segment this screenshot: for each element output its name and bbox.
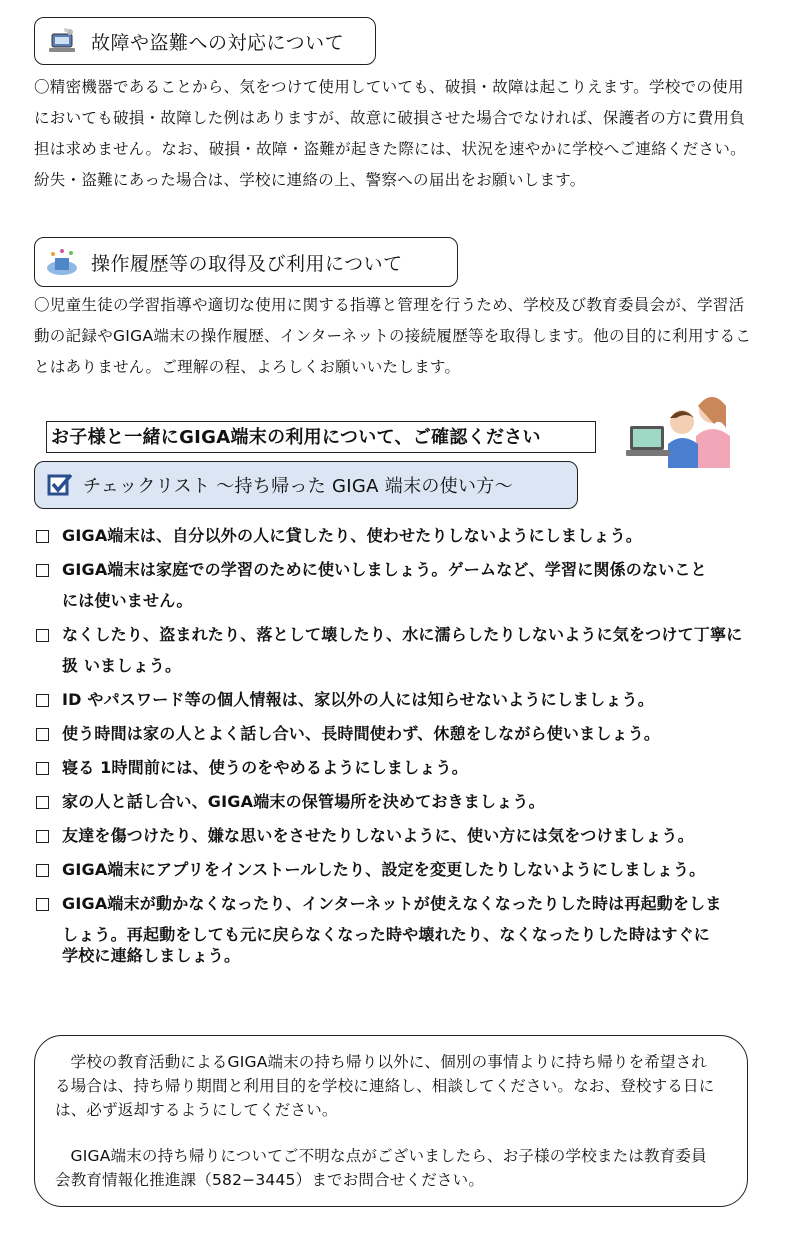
checklist-heading-text: チェックリスト ～持ち帰った GIGA 端末の使い方～ <box>83 476 513 497</box>
checkbox[interactable] <box>36 762 49 775</box>
notice-paragraph: 学校の教育活動によるGIGA端末の持ち帰り以外に、個別の事情よりに持ち帰りを希望される場合は、持ち帰り期間と利用目的を学校に連絡し、相談してください。なお、登校する日には、必ず返却するようにしてください。 <box>55 1053 715 1119</box>
checkbox[interactable] <box>36 530 49 543</box>
checkbox[interactable] <box>36 898 49 911</box>
checklist-item[interactable]: GIGA端末は家庭での学習のために使いしましょう。ゲームなど、学習に関係のないこと には使いません。 <box>34 546 764 611</box>
broken-computer-icon <box>45 27 79 55</box>
checklist-item[interactable]: GIGA端末にアプリをインストールしたり、設定を変更したりしないようにしましょう。 <box>34 846 764 880</box>
section-heading-breakdown <box>34 17 376 65</box>
checkbox-icon <box>47 472 73 498</box>
section-body-history: 〇児童生徒の学習指導や適切な使用に関する指導と管理を行うため、学校及び教育委員会が、学習活動の記録やGIGA端末の操作履歴、インターネットの接続履歴等を取得します。他の目的に利用することはありません。ご理解の程、よろしくお願いいたします。 <box>34 296 752 376</box>
checkbox[interactable] <box>36 830 49 843</box>
checklist-item[interactable]: 家の人と話し合い、GIGA端末の保管場所を決めておきましょう。 <box>34 778 764 812</box>
cloud-data-icon <box>45 248 79 276</box>
section-heading-text: 操作履歴等の取得及び利用について <box>91 252 403 275</box>
checklist-item[interactable]: 寝る 1時間前には、使うのをやめるようにしましょう。 <box>34 744 764 778</box>
checkbox[interactable] <box>36 864 49 877</box>
checkbox[interactable] <box>36 629 49 642</box>
checklist-item[interactable]: GIGA端末は、自分以外の人に貸したり、使わせたりしないようにしましょう。 <box>34 512 764 546</box>
checklist <box>34 512 764 966</box>
checklist-item[interactable]: なくしたり、盗まれたり、落として壊したり、水に濡らしたりしないように気をつけて丁寧に 扱 いましょう。 <box>34 611 764 676</box>
section-heading-history <box>34 237 458 287</box>
checklist-item[interactable]: ID やパスワード等の個人情報は、家以外の人には知らせないようにしましょう。 <box>34 676 764 710</box>
checklist-item[interactable]: 友達を傷つけたり、嫌な思いをさせたりしないように、使い方には気をつけましょう。 <box>34 812 764 846</box>
checkbox[interactable] <box>36 564 49 577</box>
checklist-item[interactable]: 使う時間は家の人とよく話し合い、長時間使わず、休憩をしながら使いましょう。 <box>34 710 764 744</box>
checkbox[interactable] <box>36 728 49 741</box>
checkbox[interactable] <box>36 796 49 809</box>
checklist-item[interactable]: GIGA端末が動かなくなったり、インターネットが使えなくなったりした時は再起動をしま しょう。再起動をしても元に戻らなくなった時や壊れたり、なくなったりした時はすぐに 学校に連絡しましょう。 <box>34 880 764 966</box>
notice-box <box>34 1035 748 1207</box>
confirm-title: お子様と一緒にGIGA端末の利用について、ご確認ください <box>46 421 596 453</box>
section-body-breakdown: 〇精密機器であることから、気をつけて使用していても、破損・故障は起こりえます。学校での使用においても破損・故障した例はありますが、故意に破損させた場合でなければ、保護者の方に費用負担は求めません。なお、破損・故障・盗難が起きた際には、状況を速やかに学校へご連絡ください。紛失・盗難にあった場合は、学校に連絡の上、警察への届出をお願いします。 <box>34 78 746 189</box>
checklist-heading <box>34 461 578 509</box>
notice-contact-paragraph: GIGA端末の持ち帰りについてご不明な点がございましたら、お子様の学校または教育委員会教育情報化推進課（582−3445）までお問合せください。 <box>55 1147 707 1189</box>
checkbox[interactable] <box>36 694 49 707</box>
parent-child-computer-illustration <box>624 388 734 468</box>
section-heading-text: 故障や盗難への対応について <box>91 31 345 54</box>
